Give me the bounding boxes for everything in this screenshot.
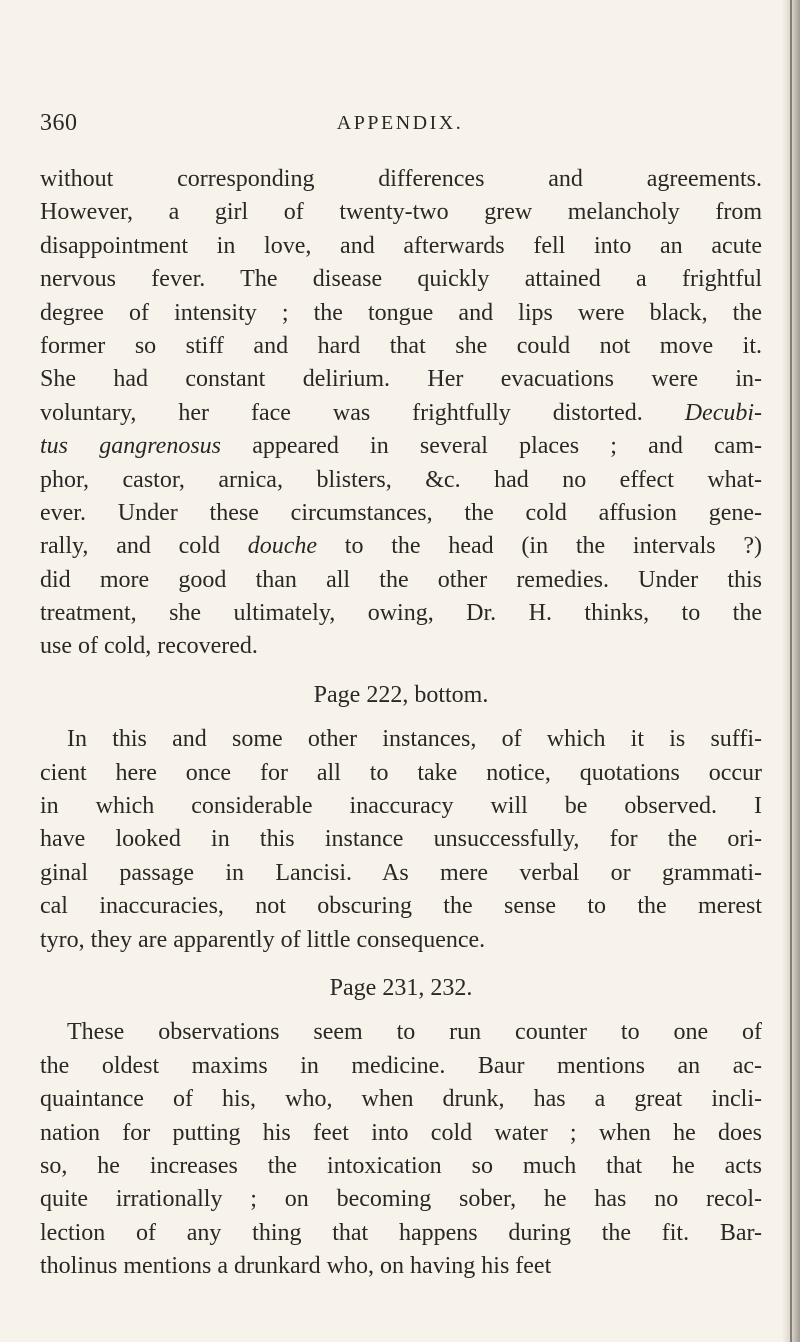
page-number: 360 <box>40 110 78 136</box>
italic-term: tus gangrenosus <box>40 433 222 460</box>
italic-term: douche <box>247 533 318 560</box>
italic-term: Decubi- <box>684 399 762 426</box>
running-title: APPENDIX. <box>336 112 464 134</box>
text-line: have looked in this instance unsuccessfully, for the ori- <box>40 826 762 853</box>
text-line: nation for putting his feet into cold water ; when he does <box>40 1119 762 1146</box>
text-line: did more good than all the other remedies. Under this <box>40 566 762 593</box>
text-line: tyro, they are apparently of little consequence. <box>40 926 486 953</box>
text-line: so, he increases the intoxication so much that he acts <box>40 1152 762 1179</box>
page-header <box>40 110 780 150</box>
text-line: use of cold, recovered. <box>40 633 258 660</box>
text-line: ever. Under these circumstances, the cold affusion gene- <box>40 499 762 526</box>
text-segment: to the head (in the intervals ?) <box>317 533 762 560</box>
text-line: ginal passage in Lancisi. As mere verbal or grammati- <box>40 859 762 886</box>
text-line <box>40 430 762 463</box>
text-line: cal inaccuracies, not obscuring the sense to the merest <box>40 893 762 920</box>
text-segment: appeared in several places ; and cam- <box>221 433 762 460</box>
text-line: former so stiff and hard that she could not move it. <box>40 332 762 359</box>
section-heading-page-222: Page 222, bottom. <box>313 681 489 708</box>
text-line: phor, castor, arnica, blisters, &c. had no effect what- <box>40 466 762 493</box>
page-body <box>40 163 762 1284</box>
paragraph-2 <box>40 723 762 957</box>
text-line <box>40 530 762 563</box>
text-line: the oldest maxims in medicine. Baur mentions an ac- <box>40 1052 762 1079</box>
text-segment: voluntary, her face was frightfully distorted. <box>40 399 685 426</box>
text-line: However, a girl of twenty-two grew melancholy from <box>40 199 762 226</box>
text-line: quaintance of his, who, when drunk, has a great incli- <box>40 1086 762 1113</box>
text-line: degree of intensity ; the tongue and lips were black, the <box>40 299 762 326</box>
text-line: in which considerable inaccuracy will be observed. I <box>40 793 762 820</box>
text-line: cient here once for all to take notice, quotations occur <box>40 759 762 786</box>
text-line: treatment, she ultimately, owing, Dr. H. thinks, to the <box>40 600 762 627</box>
text-segment: rally, and cold <box>40 533 248 560</box>
paragraph-1 <box>40 163 762 664</box>
text-line: In this and some other instances, of which it is suffi- <box>67 726 762 753</box>
text-line: tholinus mentions a drunkard who, on having his feet <box>40 1253 552 1280</box>
paragraph-3 <box>40 1016 762 1283</box>
section-heading-page-231-232: Page 231, 232. <box>329 974 473 1001</box>
text-line: nervous fever. The disease quickly attained a frightful <box>40 266 762 293</box>
text-line: lection of any thing that happens during the fit. Bar- <box>40 1219 762 1246</box>
page-edge-line <box>790 0 792 1342</box>
text-line: quite irrationally ; on becoming sober, he has no recol- <box>40 1186 762 1213</box>
text-line: disappointment in love, and afterwards fell into an acute <box>40 232 762 259</box>
text-line: without corresponding differences and agreements. <box>40 166 762 192</box>
text-line: These observations seem to run counter to one of <box>67 1019 762 1046</box>
text-line: She had constant delirium. Her evacuations were in- <box>40 366 762 393</box>
text-line <box>40 397 762 430</box>
